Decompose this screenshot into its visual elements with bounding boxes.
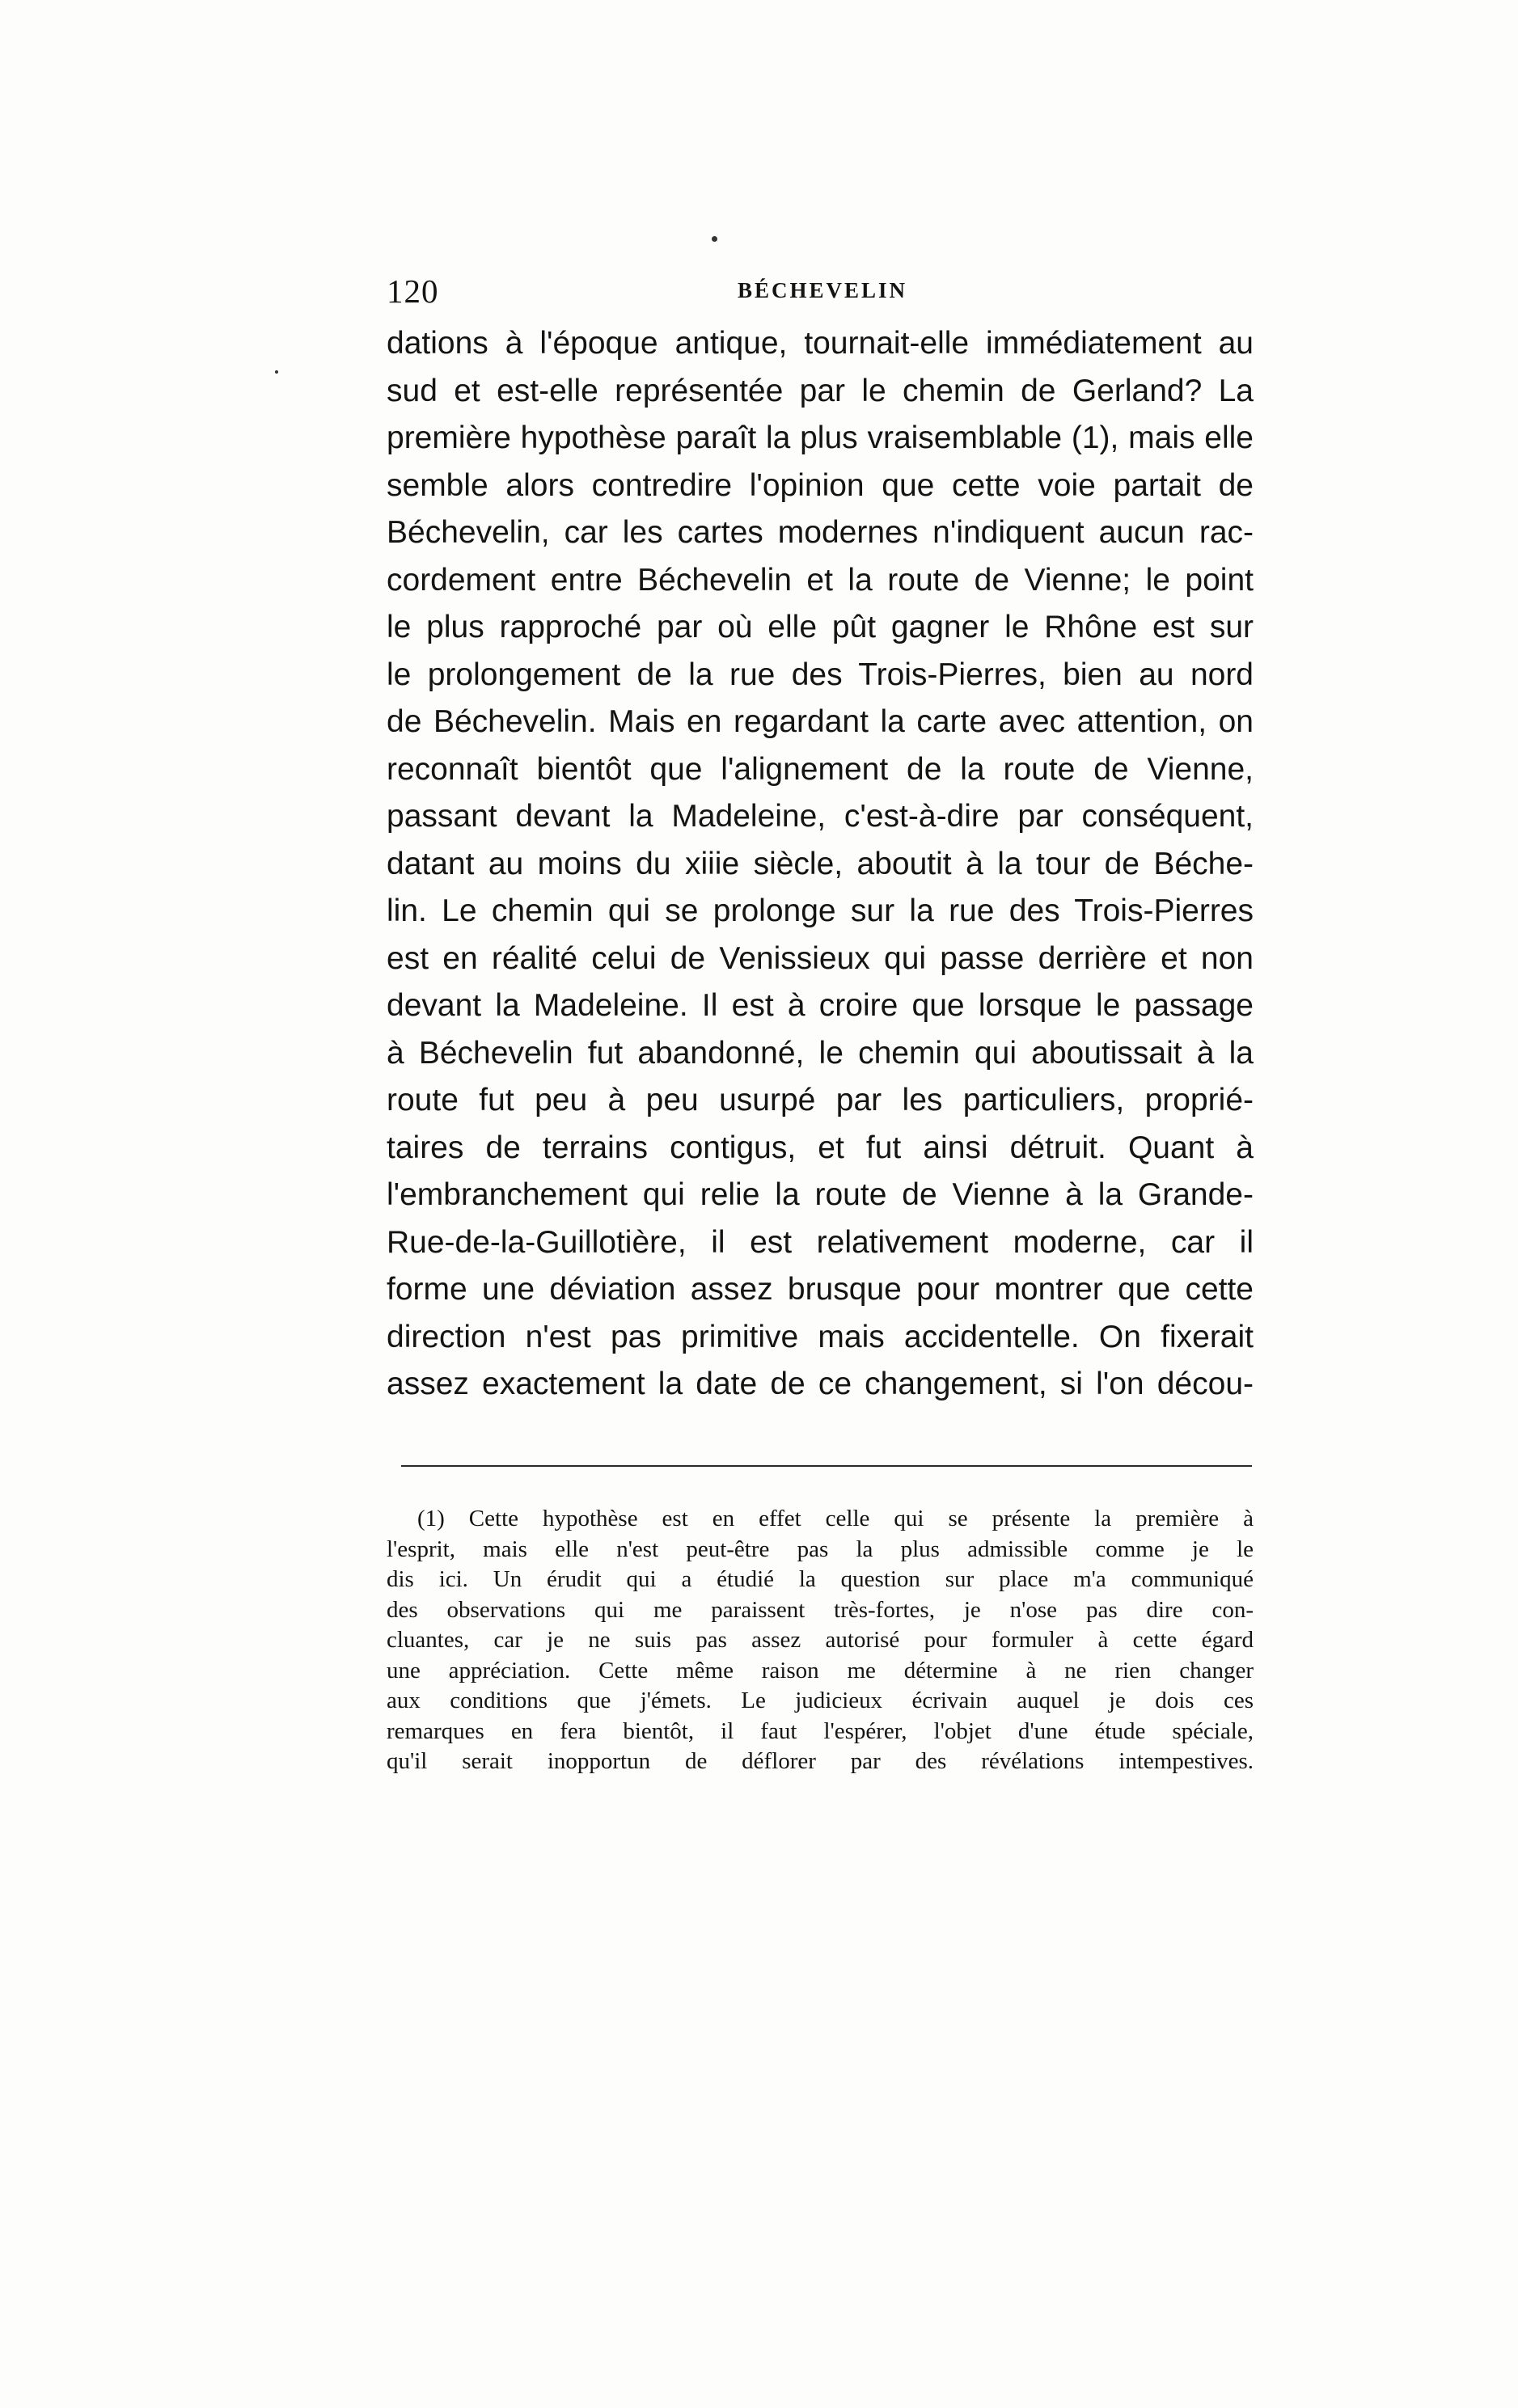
text-line: l'embranchement qui relie la route de Vienne à la Grande- (387, 1177, 1254, 1212)
text-line: semble alors contredire l'opinion que cette voie partait de (387, 467, 1254, 503)
text-line: lin. Le chemin qui se prolonge sur la rue des Trois-Pierres (387, 893, 1254, 928)
text-line: cordement entre Béchevelin et la route de Vienne; le point (387, 562, 1254, 598)
page-header (387, 272, 1254, 320)
text-line: Béchevelin, car les cartes modernes n'indiquent aucun rac- (387, 515, 1254, 550)
text-line: sud et est-elle représentée par le chemin de Gerland? La (387, 373, 1254, 408)
text-line: reconnaît bientôt que l'alignement de la route de Vienne, (387, 751, 1254, 787)
text-line: assez exactement la date de ce changement, si l'on décou- (387, 1367, 1254, 1401)
footnote-line: cluantes, car je ne suis pas assez autorisé pour formuler à cette égard (387, 1627, 1254, 1653)
text-line: à Béchevelin fut abandonné, le chemin qui aboutissait à la (387, 1035, 1254, 1071)
text-line: devant la Madeleine. Il est à croire que lorsque le passage (387, 988, 1254, 1023)
ink-speck (712, 236, 717, 242)
text-line: dations à l'époque antique, tournait-elle immédiatement au (387, 326, 1254, 361)
text-line: le prolongement de la rue des Trois-Pierres, bien au nord (387, 657, 1254, 692)
text-line: passant devant la Madeleine, c'est-à-dire par conséquent, (387, 799, 1254, 834)
text-line: première hypothèse paraît la plus vraisemblable (1), mais elle (387, 420, 1254, 455)
footnote-line: aux conditions que j'émets. Le judicieux écrivain auquel je dois ces (387, 1688, 1254, 1713)
footnote (387, 1504, 1254, 1777)
footnote-line: des observations qui me paraissent très-fortes, je n'ose pas dire con- (387, 1596, 1254, 1623)
ink-speck (275, 370, 278, 374)
text-line: forme une déviation assez brusque pour montrer que cette (387, 1272, 1254, 1307)
running-title: BÉCHEVELIN (738, 278, 908, 302)
footnote-line: remarques en fera bientôt, il faut l'espérer, l'objet d'une étude spéciale, (387, 1717, 1254, 1744)
text-line: Rue-de-la-Guillotière, il est relativement moderne, car il (387, 1224, 1254, 1260)
text-line: est en réalité celui de Venissieux qui passe derrière et non (387, 940, 1254, 976)
text-line: de Béchevelin. Mais en regardant la carte avec attention, on (387, 704, 1254, 739)
footnote-line: qu'il serait inopportun de déflorer par des révélations intempestives. (387, 1748, 1254, 1774)
footnote-line: l'esprit, mais elle n'est peut-être pas la plus admissible comme je le (387, 1536, 1254, 1562)
text-line: datant au moins du xiiie siècle, aboutit à la tour de Béche- (387, 846, 1254, 881)
text-line: direction n'est pas primitive mais accidentelle. On fixerait (387, 1319, 1254, 1354)
footnote-line: une appréciation. Cette même raison me détermine à ne rien changer (387, 1657, 1254, 1683)
page-number: 120 (387, 272, 439, 310)
text-line: route fut peu à peu usurpé par les particuliers, proprié- (387, 1083, 1254, 1117)
footnote-line: dis ici. Un érudit qui a étudié la question sur place m'a communiqué (387, 1566, 1254, 1592)
text-line: le plus rapproché par où elle pût gagner le Rhône est sur (387, 610, 1254, 644)
text-line: taires de terrains contigus, et fut ainsi détruit. Quant à (387, 1130, 1254, 1165)
footnote-line: (1) Cette hypothèse est en effet celle qui se présente la première à (417, 1506, 1254, 1531)
footnote-divider (401, 1465, 1252, 1467)
main-text (387, 320, 1254, 1409)
